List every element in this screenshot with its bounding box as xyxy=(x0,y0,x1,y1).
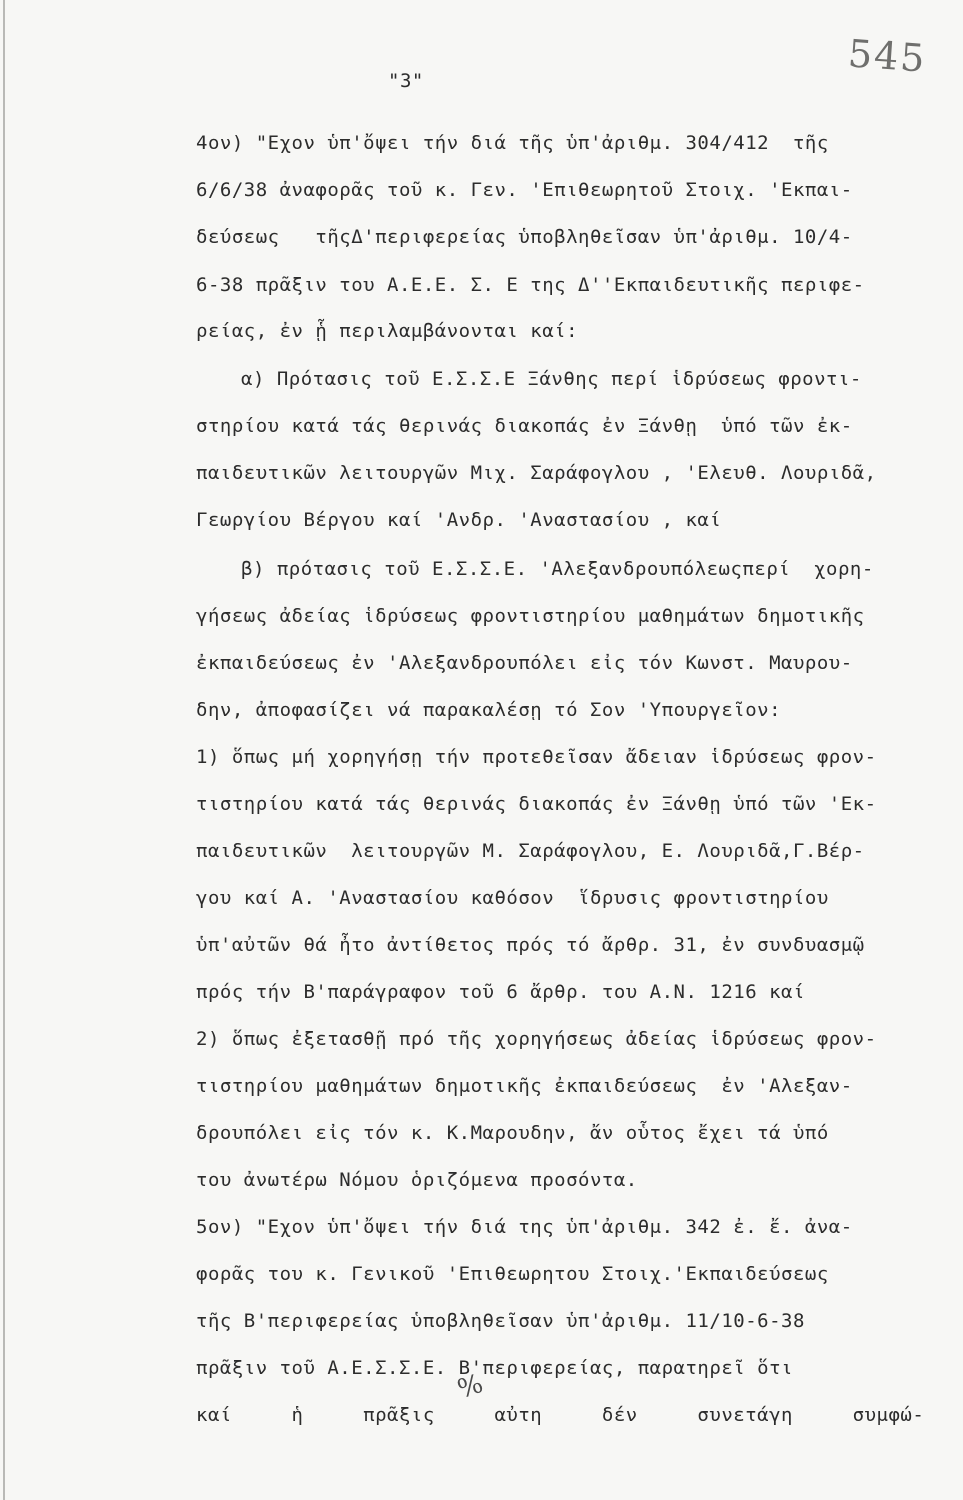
page-edge-shadow xyxy=(3,0,5,1500)
text-line: 6/6/38 ἀναφορᾶς τοῦ κ. Γεν. 'Επιθεωρητοῦ Στοιχ. 'Εκπαι- xyxy=(196,179,853,201)
text-line: ἐκπαιδεύσεως ἐν 'Αλεξανδρουπόλει εἰς τόν Κωνστ. Μαυρου- xyxy=(196,652,853,674)
text-line: του ἀνωτέρω Νόμου ὁριζόμενα προσόντα. xyxy=(196,1169,638,1191)
text-line: 5ον) "Εχον ὑπ'ὄψει τήν διά της ὑπ'ἀριθμ. 342 ἐ. ἔ. ἀνα- xyxy=(196,1216,853,1238)
text-line: τῆς Β'περιφερείας ὑποβληθεῖσαν ὑπ'ἀριθμ. 11/10-6-38 xyxy=(196,1310,805,1332)
text-line: παιδευτικῶν λειτουργῶν Μ. Σαράφογλου, Ε. Λουριδᾶ,Γ.Βέρ- xyxy=(196,840,865,862)
text-line: Γεωργίου Βέργου καί 'Ανδρ. 'Αναστασίου , καί xyxy=(196,509,722,531)
text-line: πρός τήν Β'παράγραφον τοῦ 6 ἄρθρ. του Α.Ν. 1216 καί xyxy=(196,981,805,1003)
text-line: α) Πρότασις τοῦ Ε.Σ.Σ.Ε Ξάνθης περί ἱδρύσεως φροντι- xyxy=(241,368,862,390)
text-line: δεύσεως τῆςΔ'περιφερείας ὑποβληθεῖσαν ὑπ'ἀριθμ. 10/4- xyxy=(196,226,853,248)
text-line: δην, ἀποφασίζει νά παρακαλέσῃ τό Σον 'Υπουργεῖον: xyxy=(196,699,782,721)
text-line: στηρίου κατά τάς θερινάς διακοπάς ἐν Ξάνθῃ ὑπό τῶν ἐκ- xyxy=(196,415,853,437)
text-line: 2) ὅπως ἐξετασθῇ πρό τῆς χορηγήσεως ἀδείας ἱδρύσεως φρον- xyxy=(196,1028,877,1050)
text-line: πρᾶξιν τοῦ Α.Ε.Σ.Σ.Ε. Β'περιφερείας, παρατηρεῖ ὅτι xyxy=(196,1357,793,1379)
text-line: γου καί Α. 'Αναστασίου καθόσον ἵδρυσις φροντιστηρίου xyxy=(196,887,829,909)
continuation-mark: % xyxy=(453,1368,487,1406)
text-line: ρείας, ἐν ᾗ περιλαμβάνονται καί: xyxy=(196,320,579,342)
text-line: τιστηρίου κατά τάς θερινάς διακοπάς ἐν Ξάνθῃ ὑπό τῶν 'Εκ- xyxy=(196,793,877,815)
text-line: 6-38 πρᾶξιν του Α.Ε.Ε. Σ. Ε της Δ''Εκπαιδευτικῆς περιφε- xyxy=(196,274,865,296)
handwritten-folio-number: 545 xyxy=(846,31,928,81)
text-line: 4ον) "Εχον ὑπ'ὄψει τήν διά τῆς ὑπ'ἀριθμ. 304/412 τῆς xyxy=(196,132,829,154)
text-line: φορᾶς του κ. Γενικοῦ 'Επιθεωρητου Στοιχ.'Εκπαιδεύσεως xyxy=(196,1263,829,1285)
text-line: β) πρότασις τοῦ Ε.Σ.Σ.Ε. 'Αλεξανδρουπόλεωςπερί χορη- xyxy=(241,558,874,580)
text-line: παιδευτικῶν λειτουργῶν Μιχ. Σαράφογλου , 'Ελευθ. Λουριδᾶ, xyxy=(196,462,877,484)
text-line: δρουπόλει εἰς τόν κ. Κ.Μαρουδην, ἄν οὗτος ἔχει τά ὑπό xyxy=(196,1122,829,1144)
page-number: "3" xyxy=(388,70,424,92)
text-line: 1) ὅπως μή χορηγήσῃ τήν προτεθεῖσαν ἄδειαν ἱδρύσεως φρον- xyxy=(196,746,877,768)
text-line: ὑπ'αὐτῶν θά ἦτο ἀντίθετος πρός τό ἄρθρ. 31, ἐν συνδυασμῷ xyxy=(196,934,865,956)
text-line: καί ἡ πρᾶξις αὐτη δέν συνετάγη συμφώ- xyxy=(196,1404,925,1426)
text-line: τιστηρίου μαθημάτων δημοτικῆς ἐκπαιδεύσεως ἐν 'Αλεξαν- xyxy=(196,1075,853,1097)
text-line: γήσεως ἀδείας ἱδρύσεως φροντιστηρίου μαθημάτων δημοτικῆς xyxy=(196,605,865,627)
